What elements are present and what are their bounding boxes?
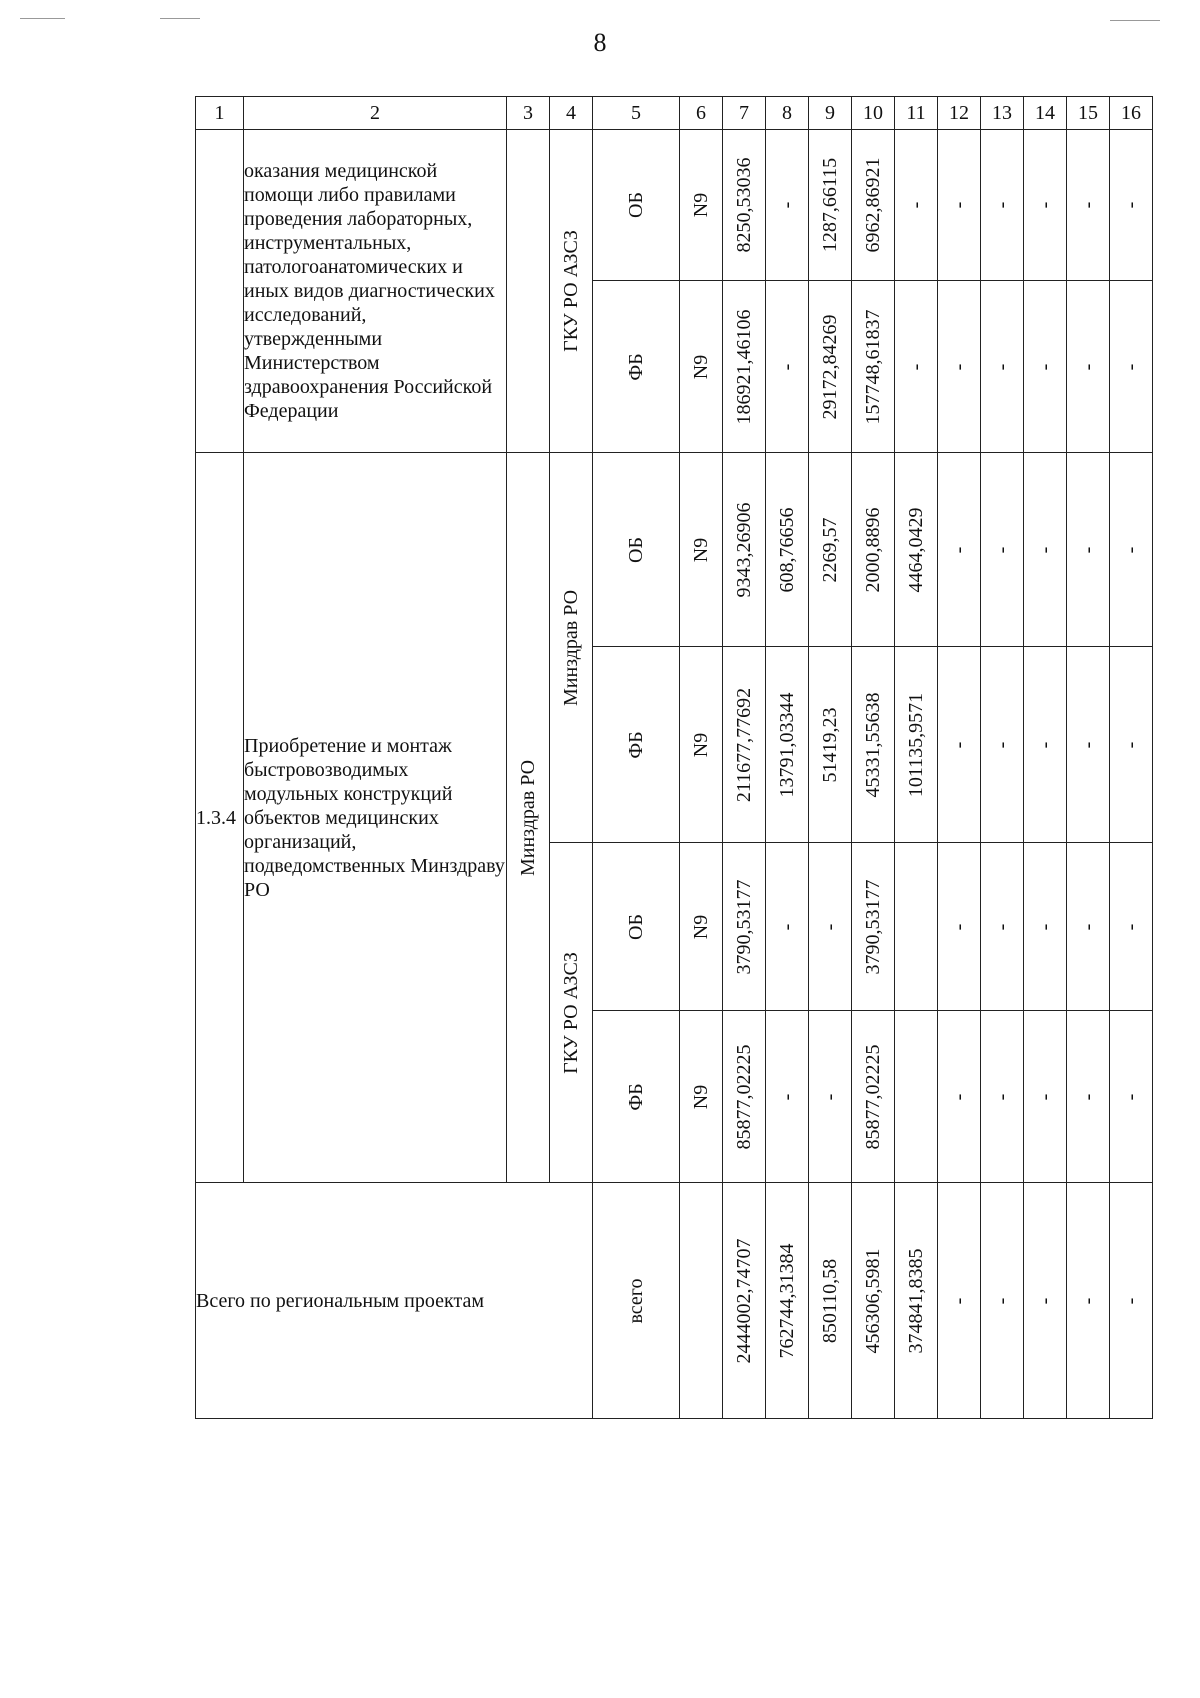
table-row — [196, 453, 1153, 647]
header-cell: 5 — [593, 97, 680, 130]
kbk-cell — [680, 1183, 723, 1419]
kbk-label: N9 — [690, 914, 712, 939]
value-cell — [766, 1011, 809, 1183]
value-text: - — [1120, 1297, 1142, 1304]
value-cell — [852, 1183, 895, 1419]
executor-cell — [550, 130, 593, 453]
value-text: 2000,8896 — [862, 507, 884, 592]
header-cell: 8 — [766, 97, 809, 130]
value-cell — [938, 453, 981, 647]
value-cell — [1110, 1011, 1153, 1183]
value-cell — [981, 1183, 1024, 1419]
value-cell — [1110, 130, 1153, 281]
value-cell — [895, 647, 938, 843]
source-label: ФБ — [625, 730, 647, 759]
executor-cell — [550, 453, 593, 843]
value-text: - — [948, 1297, 970, 1304]
value-cell — [723, 647, 766, 843]
value-text: - — [1120, 923, 1142, 930]
value-cell — [938, 647, 981, 843]
value-text: - — [991, 1093, 1013, 1100]
value-cell — [852, 647, 895, 843]
header-cell: 10 — [852, 97, 895, 130]
value-text: 3790,53177 — [862, 879, 884, 974]
value-text: 211677,77692 — [733, 687, 755, 802]
value-text: 101135,9571 — [905, 692, 927, 797]
value-cell — [895, 453, 938, 647]
value-text: 1287,66115 — [819, 157, 841, 253]
header-cell: 16 — [1110, 97, 1153, 130]
value-text: 13791,03344 — [776, 692, 798, 797]
value-cell — [1067, 647, 1110, 843]
value-cell — [723, 843, 766, 1011]
value-text: - — [776, 201, 798, 209]
value-text: - — [776, 363, 798, 370]
value-cell — [852, 453, 895, 647]
value-cell — [1067, 1011, 1110, 1183]
value-cell — [938, 130, 981, 281]
value-cell — [766, 647, 809, 843]
value-cell — [1067, 130, 1110, 281]
value-cell — [895, 1183, 938, 1419]
value-cell — [723, 130, 766, 281]
value-text: 6962,86921 — [862, 157, 884, 253]
scan-mark — [160, 18, 200, 19]
value-text: - — [776, 923, 798, 930]
kbk-cell — [680, 281, 723, 453]
value-text: 85877,02225 — [733, 1044, 755, 1149]
value-text: - — [1077, 363, 1099, 370]
value-text: - — [1077, 1093, 1099, 1100]
kbk-label: N9 — [690, 732, 712, 757]
value-text: - — [991, 546, 1013, 553]
header-cell: 9 — [809, 97, 852, 130]
value-text: 850110,58 — [819, 1258, 841, 1343]
value-text: - — [948, 923, 970, 930]
page-number: 8 — [593, 28, 607, 57]
kbk-cell — [680, 647, 723, 843]
value-cell — [1067, 453, 1110, 647]
value-text: 9343,26906 — [733, 502, 755, 597]
value-text: - — [948, 1093, 970, 1100]
value-text: - — [1034, 741, 1056, 748]
value-cell — [1024, 647, 1067, 843]
kbk-label: N9 — [690, 1084, 712, 1109]
measure-code: 1.3.4 — [196, 453, 244, 1183]
value-text: - — [1120, 546, 1142, 553]
source-label: всего — [625, 1277, 647, 1324]
value-text: - — [948, 201, 970, 209]
value-cell — [766, 281, 809, 453]
header-cell: 3 — [507, 97, 550, 130]
value-text: - — [1077, 923, 1099, 930]
value-cell — [1024, 1011, 1067, 1183]
responsible-cell — [507, 130, 550, 453]
value-text: - — [1077, 741, 1099, 748]
kbk-label: N9 — [690, 537, 712, 562]
value-cell — [809, 1183, 852, 1419]
value-cell — [1024, 453, 1067, 647]
value-text: 762744,31384 — [776, 1243, 798, 1358]
header-cell: 11 — [895, 97, 938, 130]
kbk-label: N9 — [690, 354, 712, 379]
value-text: 157748,61837 — [862, 309, 884, 424]
code-cell — [196, 130, 244, 453]
value-text: - — [1034, 1297, 1056, 1304]
value-cell — [895, 281, 938, 453]
value-text: - — [1077, 546, 1099, 553]
value-cell — [723, 453, 766, 647]
scan-mark — [1110, 20, 1160, 21]
value-cell — [981, 453, 1024, 647]
value-text: - — [1120, 741, 1142, 748]
value-text: 3790,53177 — [733, 879, 755, 974]
source-label: ФБ — [625, 1082, 647, 1111]
value-text: - — [948, 546, 970, 553]
value-text: - — [1034, 1093, 1056, 1100]
value-text: 374841,8385 — [905, 1248, 927, 1353]
value-text: 2269,57 — [819, 517, 841, 582]
value-text: - — [819, 1093, 841, 1100]
value-cell — [938, 281, 981, 453]
source-cell — [593, 281, 680, 453]
value-cell — [895, 1011, 938, 1183]
value-cell — [1110, 1183, 1153, 1419]
value-cell — [981, 1011, 1024, 1183]
source-label: ФБ — [625, 352, 647, 381]
value-cell — [1024, 843, 1067, 1011]
value-text: - — [991, 1297, 1013, 1304]
value-text: 8250,53036 — [733, 157, 755, 253]
header-cell: 14 — [1024, 97, 1067, 130]
source-cell — [593, 647, 680, 843]
source-cell — [593, 1011, 680, 1183]
kbk-label: N9 — [690, 192, 712, 218]
kbk-cell — [680, 1011, 723, 1183]
value-cell — [1110, 281, 1153, 453]
executor-label: Минздрав РО — [560, 589, 582, 706]
value-cell — [981, 130, 1024, 281]
value-cell — [723, 281, 766, 453]
value-text: - — [905, 201, 927, 209]
value-text: - — [991, 923, 1013, 930]
source-label: ОБ — [625, 536, 647, 563]
value-cell — [809, 1011, 852, 1183]
value-cell — [809, 843, 852, 1011]
value-cell — [1067, 281, 1110, 453]
header-row — [196, 97, 1153, 130]
table-row — [196, 130, 1153, 281]
value-text: - — [1077, 1297, 1099, 1304]
value-text: - — [1120, 201, 1142, 209]
value-text: 186921,46106 — [733, 309, 755, 424]
value-text: 29172,84269 — [819, 314, 841, 419]
value-cell — [766, 1183, 809, 1419]
header-cell: 15 — [1067, 97, 1110, 130]
value-cell — [1067, 1183, 1110, 1419]
value-cell — [809, 453, 852, 647]
value-cell — [852, 1011, 895, 1183]
value-cell — [723, 1183, 766, 1419]
value-text: 4464,0429 — [905, 507, 927, 592]
value-cell — [852, 281, 895, 453]
value-text: - — [1077, 201, 1099, 209]
value-cell — [723, 1011, 766, 1183]
value-text: - — [991, 741, 1013, 748]
value-cell — [766, 843, 809, 1011]
source-cell — [593, 130, 680, 281]
value-text: - — [1120, 363, 1142, 370]
value-cell — [1024, 130, 1067, 281]
value-text: 2444002,74707 — [733, 1238, 755, 1363]
value-cell — [852, 843, 895, 1011]
executor-label: ГКУ РО АЗСЗ — [560, 951, 582, 1074]
value-text: - — [991, 363, 1013, 370]
header-cell: 12 — [938, 97, 981, 130]
value-text: 456306,5981 — [862, 1248, 884, 1353]
value-cell — [1110, 453, 1153, 647]
kbk-cell — [680, 453, 723, 647]
value-cell — [981, 647, 1024, 843]
value-cell — [1110, 647, 1153, 843]
value-cell — [852, 130, 895, 281]
source-cell — [593, 453, 680, 647]
value-cell — [895, 130, 938, 281]
value-text: 608,76656 — [776, 507, 798, 592]
value-cell — [938, 1011, 981, 1183]
value-cell — [1024, 1183, 1067, 1419]
source-label: ОБ — [625, 192, 647, 218]
kbk-cell — [680, 130, 723, 281]
value-text: - — [905, 363, 927, 370]
header-cell: 4 — [550, 97, 593, 130]
value-text: 51419,23 — [819, 707, 841, 782]
value-cell — [1110, 843, 1153, 1011]
value-text: 45331,55638 — [862, 692, 884, 797]
value-cell — [895, 843, 938, 1011]
value-cell — [766, 453, 809, 647]
value-text: - — [1034, 546, 1056, 553]
source-label: ОБ — [625, 913, 647, 940]
value-text: - — [776, 1093, 798, 1100]
executor-label: ГКУ РО АЗСЗ — [560, 230, 582, 352]
header-cell: 7 — [723, 97, 766, 130]
value-text: - — [1034, 201, 1056, 209]
value-text: - — [1034, 363, 1056, 370]
total-row — [196, 1183, 1153, 1419]
value-text: - — [1034, 923, 1056, 930]
value-cell — [1024, 281, 1067, 453]
value-text: - — [1120, 1093, 1142, 1100]
header-cell: 13 — [981, 97, 1024, 130]
value-text: - — [948, 741, 970, 748]
value-cell — [766, 130, 809, 281]
value-text: - — [948, 363, 970, 370]
responsible-cell — [507, 453, 550, 1183]
scan-mark — [20, 18, 65, 19]
value-cell — [981, 843, 1024, 1011]
measure-description: оказания медицинской помощи либо правилами проведения лабораторных, инструментальных, патологоанатомических и иных видов диагностических исследований, утвержденными Министерством здравоохранения Российской Федерации — [244, 130, 507, 453]
source-cell — [593, 1183, 680, 1419]
value-cell — [809, 647, 852, 843]
value-cell — [981, 281, 1024, 453]
value-cell — [809, 130, 852, 281]
value-cell — [938, 843, 981, 1011]
measure-description: Приобретение и монтаж быстровозводимых модульных конструкций объектов медицинских организаций, подведомственных Минздраву РО — [244, 453, 507, 1183]
total-label: Всего по региональным проектам — [196, 1183, 593, 1419]
header-cell: 1 — [196, 97, 244, 130]
executor-cell — [550, 843, 593, 1183]
value-cell — [809, 281, 852, 453]
value-text: - — [991, 201, 1013, 209]
value-text: - — [819, 923, 841, 930]
header-cell: 2 — [244, 97, 507, 130]
source-cell — [593, 843, 680, 1011]
value-cell — [1067, 843, 1110, 1011]
budget-table — [195, 96, 1153, 1419]
responsible-label: Минздрав РО — [517, 759, 539, 876]
kbk-cell — [680, 843, 723, 1011]
value-cell — [938, 1183, 981, 1419]
value-text: 85877,02225 — [862, 1044, 884, 1149]
header-cell: 6 — [680, 97, 723, 130]
